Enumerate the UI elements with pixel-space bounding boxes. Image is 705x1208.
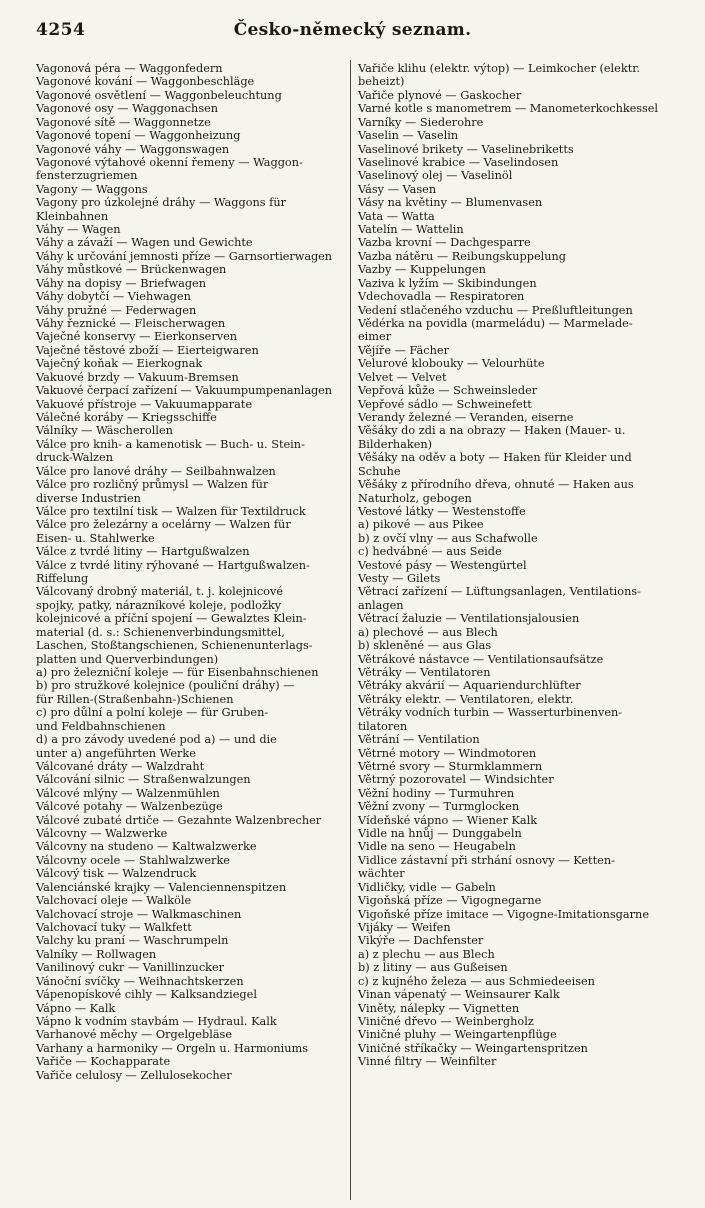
entry-line: Vaječný koňak — Eierkognak xyxy=(36,357,203,371)
dictionary-entry xyxy=(358,800,668,813)
entry-line: wächter xyxy=(358,867,405,881)
dictionary-entry xyxy=(358,827,668,840)
entry-line: tilatoren xyxy=(358,719,408,733)
dictionary-entry xyxy=(358,129,668,142)
dictionary-entry xyxy=(358,747,668,760)
entry-line: Válcovny — Walzwerke xyxy=(36,827,168,841)
entry-line: Vídeňské vápno — Wiener Kalk xyxy=(358,813,538,827)
entry-line: Vápno k vodním stavbám — Hydraul. Kalk xyxy=(36,1014,277,1028)
entry-line: Válce pro lanové dráhy — Seilbahnwalzen xyxy=(36,464,276,478)
entry-line: Vagonové sítě — Waggonnetze xyxy=(36,115,211,129)
dictionary-entry xyxy=(36,290,342,303)
entry-line: Vidličky, vidle — Gabeln xyxy=(358,880,496,894)
entry-line: Vařiče klihu (elektr. výtop) — Leimkocher (elektr. xyxy=(358,62,640,75)
entry-line: Válcované dráty — Walzdraht xyxy=(36,759,205,773)
column-divider xyxy=(350,60,351,1200)
page-header xyxy=(0,0,705,42)
entry-line: Viničné dřevo — Weinbergholz xyxy=(358,1014,534,1028)
entry-line: Vagonové váhy — Waggonswagen xyxy=(36,142,230,156)
entry-line: Vidle na seno — Heugabeln xyxy=(358,840,516,854)
entry-line: Větráky akvárií — Aquariendurchlüfter xyxy=(358,679,581,693)
dictionary-entry xyxy=(358,357,668,370)
entry-line: Věšáky na oděv a boty — Haken für Kleider und xyxy=(358,451,632,465)
dictionary-entry xyxy=(358,210,668,223)
dictionary-entry xyxy=(358,143,668,156)
entry-line: Vata — Watta xyxy=(358,209,435,223)
entry-line: Vaječné těstové zboží — Eierteigwaren xyxy=(36,343,259,357)
entry-line: Větráky elektr. — Ventilatoren, elektr. xyxy=(358,692,574,706)
dictionary-entry xyxy=(358,961,668,974)
entry-line: Větrací zařízení — Lüftungsanlagen, Ventilations- xyxy=(358,585,641,599)
entry-line: Věžní zvony — Turmglocken xyxy=(358,800,520,814)
entry-line: Valchy ku praní — Waschrumpeln xyxy=(36,934,229,948)
entry-line: Velvet — Velvet xyxy=(358,370,447,384)
dictionary-entry xyxy=(36,478,342,505)
dictionary-entry xyxy=(358,1015,668,1028)
dictionary-entry xyxy=(36,277,342,290)
entry-line: d) a pro závody uvedené pod a) — und die xyxy=(36,733,277,747)
dictionary-entry xyxy=(358,518,668,531)
entry-line: Eisen- u. Stahlwerke xyxy=(36,531,155,545)
dictionary-entry xyxy=(358,572,668,585)
dictionary-entry xyxy=(358,156,668,169)
dictionary-entry xyxy=(358,290,668,303)
entry-line: Větrací žaluzie — Ventilationsjalousien xyxy=(358,612,580,626)
dictionary-entry xyxy=(358,1002,668,1015)
entry-line: Vaječné konservy — Eierkonserven xyxy=(36,330,238,344)
entry-line: Vazby — Kuppelungen xyxy=(358,263,486,277)
dictionary-entry xyxy=(36,800,342,813)
entry-line: Vaziva k lyžím — Skibindungen xyxy=(358,276,537,290)
entry-line: a) pro železniční koleje — für Eisenbahnschienen xyxy=(36,665,319,679)
entry-line: b) z ovčí vlny — aus Schafwolle xyxy=(358,531,538,545)
dictionary-entry xyxy=(36,505,342,518)
dictionary-entry xyxy=(358,102,668,115)
dictionary-entry xyxy=(36,854,342,867)
entry-line: und Feldbahnschienen xyxy=(36,719,166,733)
entry-line: Větrání — Ventilation xyxy=(358,733,480,747)
entry-line: Vaselinové brikety — Vaselinebriketts xyxy=(358,142,574,156)
dictionary-entry xyxy=(358,934,668,947)
entry-line: Větráky — Ventilatoren xyxy=(358,665,491,679)
entry-line: Vanilinový cukr — Vanillinzucker xyxy=(36,961,225,975)
entry-line: Váhy pružné — Federwagen xyxy=(36,303,197,317)
entry-line: Vepřové sádlo — Schweinefett xyxy=(358,397,532,411)
dictionary-entry xyxy=(358,773,668,786)
dictionary-entry xyxy=(36,1042,342,1055)
dictionary-entry xyxy=(358,317,668,344)
dictionary-entry xyxy=(36,465,342,478)
entry-line: Větrné motory — Windmotoren xyxy=(358,746,537,760)
entry-line: Válce pro knih- a kamenotisk — Buch- u. Stein- xyxy=(36,437,305,451)
entry-line: Válečné koráby — Kriegsschiffe xyxy=(36,410,217,424)
dictionary-entry xyxy=(36,196,342,223)
entry-line: Vařiče — Kochapparate xyxy=(36,1055,171,1069)
dictionary-entry xyxy=(36,934,342,947)
dictionary-entry xyxy=(358,559,668,572)
entry-line: Válcový tisk — Walzendruck xyxy=(36,867,197,881)
entry-line: Válce pro rozličný průmysl — Walzen für xyxy=(36,478,269,492)
entry-line: Váhy na dopisy — Briefwagen xyxy=(36,276,207,290)
entry-line: Věšáky z přírodního dřeva, ohnuté — Haken aus xyxy=(358,478,634,492)
entry-line: Vigoňské příze imitace — Vigogne-Imitationsgarne xyxy=(358,907,650,921)
entry-line: Laschen, Stoßtangschienen, Schienenunterlags- xyxy=(36,639,313,653)
entry-line: Naturholz, gebogen xyxy=(358,491,472,505)
entry-line: Válcové zubaté drtiče — Gezahnte Walzenbrecher xyxy=(36,813,322,827)
dictionary-entry xyxy=(358,411,668,424)
entry-line: Vakuové čerpací zařízení — Vakuumpumpenanlagen xyxy=(36,384,332,398)
entry-line: Verandy železné — Veranden, eiserne xyxy=(358,410,574,424)
dictionary-entry xyxy=(36,223,342,236)
dictionary-entry xyxy=(36,424,342,437)
dictionary-entry xyxy=(358,478,668,505)
entry-line: Váhy můstkové — Brückenwagen xyxy=(36,263,227,277)
entry-line: b) skleněné — aus Glas xyxy=(358,639,492,653)
dictionary-entry xyxy=(358,760,668,773)
entry-line: Velurové klobouky — Velourhüte xyxy=(358,357,545,371)
entry-line: Vepřová kůže — Schweinsleder xyxy=(358,384,538,398)
entry-line: Vigoňská příze — Vigognegarne xyxy=(358,894,542,908)
dictionary-entry xyxy=(358,250,668,263)
dictionary-entry xyxy=(358,384,668,397)
entry-line: Válce pro železárny a ocelárny — Walzen für xyxy=(36,518,291,532)
dictionary-entry xyxy=(36,183,342,196)
entry-line: Viničné stříkačky — Weingartenspritzen xyxy=(358,1041,588,1055)
dictionary-entry xyxy=(36,840,342,853)
dictionary-entry xyxy=(358,223,668,236)
entry-line: spojky, patky, nárazníkové koleje, podložky xyxy=(36,598,282,612)
page-number: 4254 xyxy=(36,20,86,40)
entry-line: Válcovaný drobný materiál, t. j. kolejnicové xyxy=(36,585,284,599)
dictionary-entry xyxy=(36,330,342,343)
entry-line: Vakuové brzdy — Vakuum-Bremsen xyxy=(36,370,239,384)
dictionary-entry xyxy=(358,183,668,196)
dictionary-entry xyxy=(36,827,342,840)
dictionary-entry xyxy=(36,371,342,384)
entry-line: Vatelín — Wattelin xyxy=(358,223,464,237)
dictionary-entry xyxy=(36,344,342,357)
dictionary-entry xyxy=(358,733,668,746)
dictionary-entry xyxy=(36,733,342,760)
dictionary-entry xyxy=(358,666,668,679)
dictionary-entry xyxy=(358,505,668,518)
entry-line: beheizt) xyxy=(358,75,405,89)
dictionary-entry xyxy=(358,612,668,625)
dictionary-entry xyxy=(358,679,668,692)
dictionary-entry xyxy=(36,156,342,183)
dictionary-entry xyxy=(358,1028,668,1041)
dictionary-entry xyxy=(358,304,668,317)
dictionary-entry xyxy=(36,1002,342,1015)
dictionary-entry xyxy=(36,250,342,263)
entry-line: Vakuové přístroje — Vakuumapparate xyxy=(36,397,253,411)
entry-line: Varníky — Siederohre xyxy=(358,115,484,129)
dictionary-entry xyxy=(36,679,342,706)
dictionary-entry xyxy=(36,384,342,397)
entry-line: Varhany a harmoniky — Orgeln u. Harmoniums xyxy=(36,1041,309,1055)
entry-line: Válce z tvrdé litiny rýhované — Hartgußwalzen- xyxy=(36,558,310,572)
dictionary-entry xyxy=(36,545,342,558)
entry-line: eimer xyxy=(358,330,392,344)
page-title: Česko-německý seznam. xyxy=(233,20,472,40)
entry-line: Riffelung xyxy=(36,572,89,586)
entry-line: Vagony pro úzkolejné dráhy — Waggons für xyxy=(36,196,287,210)
entry-line: Větráky vodních turbin — Wasserturbinenven- xyxy=(358,706,623,720)
dictionary-entry xyxy=(36,921,342,934)
entry-line: Válcovny ocele — Stahlwalzwerke xyxy=(36,853,230,867)
dictionary-entry xyxy=(358,1055,668,1068)
right-column xyxy=(358,62,668,1069)
entry-line: Válníky — Wäscherollen xyxy=(36,424,173,438)
dictionary-entry xyxy=(358,545,668,558)
entry-line: diverse Industrien xyxy=(36,491,141,505)
entry-line: unter a) angeführten Werke xyxy=(36,746,196,760)
entry-line: Valchovací stroje — Walkmaschinen xyxy=(36,907,242,921)
dictionary-entry xyxy=(358,371,668,384)
entry-line: Válcové potahy — Walzenbezüge xyxy=(36,800,223,814)
entry-line: Váhy dobytčí — Viehwagen xyxy=(36,290,191,304)
dictionary-entry xyxy=(36,908,342,921)
dictionary-entry xyxy=(36,881,342,894)
dictionary-entry xyxy=(36,988,342,1001)
entry-line: a) pikové — aus Pikee xyxy=(358,518,484,532)
entry-line: c) hedvábné — aus Seide xyxy=(358,545,502,559)
dictionary-entry xyxy=(358,908,668,921)
dictionary-entry xyxy=(358,787,668,800)
dictionary-entry xyxy=(358,854,668,881)
dictionary-entry xyxy=(358,236,668,249)
entry-line: Vestové pásy — Westengürtel xyxy=(358,558,527,572)
dictionary-entry xyxy=(358,626,668,639)
dictionary-entry xyxy=(36,236,342,249)
dictionary-entry xyxy=(36,263,342,276)
dictionary-entry xyxy=(36,1015,342,1028)
dictionary-entry xyxy=(36,1069,342,1082)
dictionary-entry xyxy=(36,304,342,317)
dictionary-entry xyxy=(36,666,342,679)
dictionary-entry xyxy=(36,75,342,88)
dictionary-entry xyxy=(36,411,342,424)
dictionary-entry xyxy=(358,653,668,666)
dictionary-entry xyxy=(36,948,342,961)
entry-line: Kleinbahnen xyxy=(36,209,109,223)
entry-line: Vagonové kování — Waggonbeschläge xyxy=(36,75,255,89)
entry-line: Vidle na hnůj — Dunggabeln xyxy=(358,827,522,841)
entry-line: Vagonové topení — Waggonheizung xyxy=(36,129,241,143)
entry-line: Valchovací tuky — Walkfett xyxy=(36,921,192,934)
entry-line: Válcovny na studeno — Kaltwalzwerke xyxy=(36,840,257,854)
entry-line: Vápno — Kalk xyxy=(36,1001,116,1015)
entry-line: Varné kotle s manometrem — Manometerkochkessel xyxy=(358,102,658,116)
entry-line: Vějíře — Fächer xyxy=(358,343,449,357)
entry-line: Vánoční svíčky — Weihnachtskerzen xyxy=(36,974,244,988)
dictionary-entry xyxy=(36,867,342,880)
entry-line: Vařiče celulosy — Zellulosekocher xyxy=(36,1068,232,1082)
entry-line: Viničné pluhy — Weingartenpflüge xyxy=(358,1028,557,1042)
entry-line: Varhanové měchy — Orgelgebläse xyxy=(36,1028,233,1042)
dictionary-entry xyxy=(358,706,668,733)
entry-line: Věžní hodiny — Turmuhren xyxy=(358,786,515,800)
left-column xyxy=(36,62,342,1082)
entry-line: Valenciánské krajky — Valenciennenspitzen xyxy=(36,880,287,894)
entry-line: Schuhe xyxy=(358,464,401,478)
entry-line: Vdechovadla — Respiratoren xyxy=(358,290,525,304)
dictionary-entry xyxy=(36,773,342,786)
dictionary-entry xyxy=(36,585,342,666)
dictionary-entry xyxy=(36,814,342,827)
dictionary-entry xyxy=(358,894,668,907)
entry-line: Váhy — Wagen xyxy=(36,223,121,237)
entry-line: Vaselinové krabice — Vaselindosen xyxy=(358,155,559,169)
entry-line: Vinné filtry — Weinfilter xyxy=(358,1055,497,1069)
entry-line: Váhy řeznické — Fleischerwagen xyxy=(36,317,226,331)
entry-line: Vařiče plynové — Gaskocher xyxy=(358,88,522,102)
dictionary-entry xyxy=(358,344,668,357)
entry-line: c) pro důlní a polní koleje — für Gruben- xyxy=(36,706,269,720)
entry-line: Větrné svory — Sturmklammern xyxy=(358,759,543,773)
entry-line: Vedení stlačeného vzduchu — Preßluftleitungen xyxy=(358,303,633,317)
dictionary-entry xyxy=(358,814,668,827)
dictionary-entry xyxy=(358,693,668,706)
entry-line: Vijáky — Weifen xyxy=(358,921,451,934)
dictionary-entry xyxy=(358,263,668,276)
entry-line: Válce z tvrdé litiny — Hartgußwalzen xyxy=(36,545,250,559)
entry-line: Váhy a závaží — Wagen und Gewichte xyxy=(36,236,253,250)
entry-line: Vestové látky — Westenstoffe xyxy=(358,504,526,518)
entry-line: Vásy — Vasen xyxy=(358,182,437,196)
entry-line: Vaselinový olej — Vaselinöl xyxy=(358,169,513,183)
dictionary-entry xyxy=(358,639,668,652)
entry-line: Válcové mlýny — Walzenmühlen xyxy=(36,786,220,800)
dictionary-entry xyxy=(36,129,342,142)
entry-line: Vásy na květiny — Blumenvasen xyxy=(358,196,543,210)
entry-line: material (d. s.: Schienenverbindungsmittel, xyxy=(36,625,285,639)
dictionary-entry xyxy=(358,116,668,129)
dictionary-entry xyxy=(358,921,668,934)
dictionary-entry xyxy=(36,438,342,465)
entry-line: fensterzugriemen xyxy=(36,169,138,183)
entry-line: a) z plechu — aus Blech xyxy=(358,947,495,961)
entry-line: Vesty — Gilets xyxy=(358,572,441,586)
entry-line: Válce pro textilní tisk — Walzen für Textildruck xyxy=(36,504,306,518)
entry-line: Vagonová péra — Waggonfedern xyxy=(36,62,223,75)
dictionary-entry xyxy=(36,894,342,907)
entry-line: für Rillen-(Straßenbahn-)Schienen xyxy=(36,692,234,706)
dictionary-entry xyxy=(358,398,668,411)
entry-line: Větrný pozorovatel — Windsichter xyxy=(358,773,554,787)
entry-line: Vápenopískové cihly — Kalksandziegel xyxy=(36,988,257,1002)
entry-line: b) pro stružkové kolejnice (pouliční dráhy) — xyxy=(36,679,295,693)
dictionary-entry xyxy=(36,102,342,115)
dictionary-entry xyxy=(358,840,668,853)
entry-line: Valníky — Rollwagen xyxy=(36,947,157,961)
dictionary-entry xyxy=(36,760,342,773)
dictionary-entry xyxy=(36,787,342,800)
entry-line: Větrákové nástavce — Ventilationsaufsätze xyxy=(358,652,604,666)
entry-line: platten und Querverbindungen) xyxy=(36,652,219,666)
entry-line: Vagony — Waggons xyxy=(36,182,148,196)
entry-line: Věšáky do zdi a na obrazy — Haken (Mauer- u. xyxy=(358,424,626,438)
dictionary-entry xyxy=(36,518,342,545)
dictionary-entry xyxy=(358,881,668,894)
dictionary-entry xyxy=(36,398,342,411)
entry-line: Vazba krovní — Dachgesparre xyxy=(358,236,531,250)
entry-line: a) plechové — aus Blech xyxy=(358,625,498,639)
dictionary-entry xyxy=(36,357,342,370)
dictionary-entry xyxy=(358,975,668,988)
dictionary-entry xyxy=(358,424,668,451)
entry-line: Vědérka na povidla (marmeládu) — Marmelade- xyxy=(358,317,633,331)
entry-line: Vikýře — Dachfenster xyxy=(358,934,484,948)
dictionary-entry xyxy=(358,196,668,209)
entry-line: kolejnicové a příční spojení — Gewalztes Klein- xyxy=(36,612,307,626)
entry-line: Bilderhaken) xyxy=(358,437,433,451)
dictionary-entry xyxy=(36,961,342,974)
entry-line: Vagonové osvětlení — Waggonbeleuchtung xyxy=(36,88,282,102)
dictionary-entry xyxy=(36,975,342,988)
dictionary-entry xyxy=(36,89,342,102)
dictionary-entry xyxy=(358,89,668,102)
dictionary-entry xyxy=(358,948,668,961)
dictionary-entry xyxy=(36,317,342,330)
entry-line: anlagen xyxy=(358,598,404,612)
dictionary-entry xyxy=(358,451,668,478)
dictionary-entry xyxy=(36,706,342,733)
entry-line: Váhy k určování jemnosti příze — Garnsortierwagen xyxy=(36,249,332,263)
dictionary-entry xyxy=(358,1042,668,1055)
dictionary-entry xyxy=(36,62,342,75)
dictionary-entry xyxy=(36,116,342,129)
dictionary-entry xyxy=(358,988,668,1001)
entry-line: Vinan vápenatý — Weinsaurer Kalk xyxy=(358,988,560,1002)
dictionary-entry xyxy=(358,532,668,545)
dictionary-entry xyxy=(358,62,668,89)
entry-line: c) z kujného železa — aus Schmiedeeisen xyxy=(358,974,595,988)
entry-line: Válcování silnic — Straßenwalzungen xyxy=(36,773,251,787)
dictionary-entry xyxy=(36,143,342,156)
dictionary-entry xyxy=(36,1028,342,1041)
entry-line: Vagonové osy — Waggonachsen xyxy=(36,102,219,116)
dictionary-entry xyxy=(358,169,668,182)
entry-line: Viněty, nálepky — Vignetten xyxy=(358,1001,520,1015)
dictionary-entry xyxy=(36,1055,342,1068)
dictionary-entry xyxy=(358,585,668,612)
dictionary-entry xyxy=(358,277,668,290)
entry-line: Vagonové výtahové okenní řemeny — Waggon- xyxy=(36,155,303,169)
entry-line: Vidlice zástavní při strhání osnovy — Ketten- xyxy=(358,853,615,867)
entry-line: Valchovací oleje — Walköle xyxy=(36,894,192,908)
entry-line: b) z litiny — aus Gußeisen xyxy=(358,961,508,975)
entry-line: druck-Walzen xyxy=(36,451,113,465)
entry-line: Vazba nátěru — Reibungskuppelung xyxy=(358,249,567,263)
entry-line: Vaselin — Vaselin xyxy=(358,129,459,143)
dictionary-entry xyxy=(36,559,342,586)
